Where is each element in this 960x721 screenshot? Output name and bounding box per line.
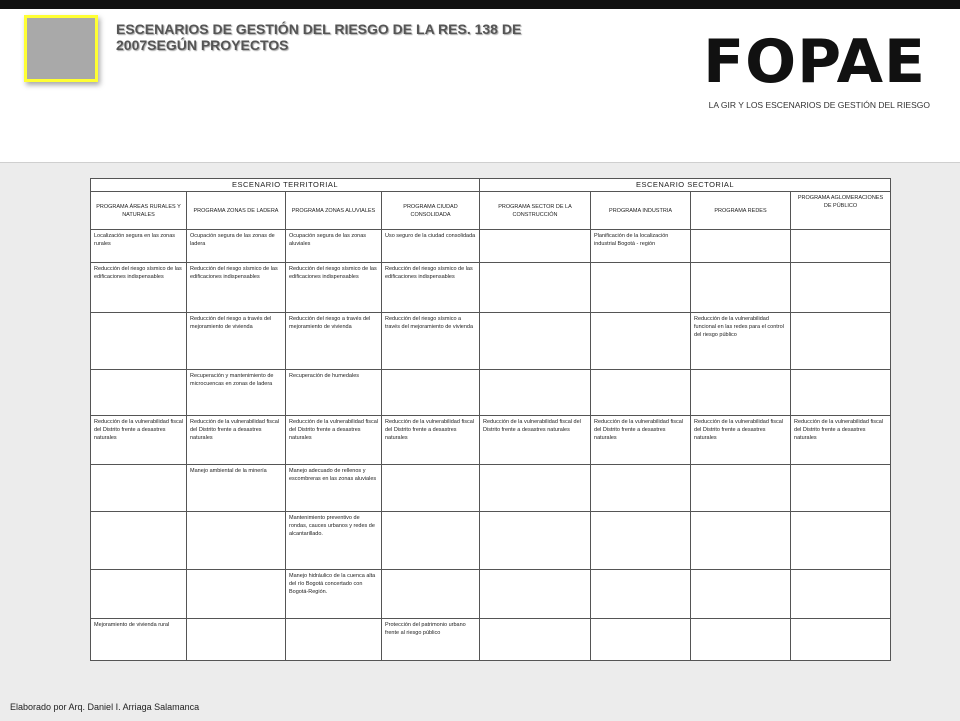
table-cell xyxy=(691,370,791,415)
table-cell xyxy=(791,511,891,570)
table-row xyxy=(91,263,891,312)
table-row xyxy=(91,618,891,660)
table-cell: Reducción de la vulnerabilidad funcional en las redes para el control del riesgo público xyxy=(691,312,791,370)
table-cell xyxy=(791,618,891,660)
table-cell xyxy=(91,370,187,415)
table-cell: Reducción de la vulnerabilidad fiscal del Distrito frente a desastres naturales xyxy=(480,415,591,464)
table-cell: Reducción de la vulnerabilidad fiscal del Distrito frente a desastres naturales xyxy=(91,415,187,464)
table-cell: Protección del patrimonio urbano frente al riesgo público xyxy=(382,618,480,660)
table-cell: Mejoramiento de vivienda rural xyxy=(91,618,187,660)
table-cell xyxy=(382,511,480,570)
table-cell xyxy=(791,230,891,263)
table-cell xyxy=(187,618,286,660)
table-cell xyxy=(382,370,480,415)
group-header-territorial: ESCENARIO TERRITORIAL xyxy=(91,179,480,192)
table-cell xyxy=(480,230,591,263)
table-cell xyxy=(382,570,480,618)
table-cell: Mantenimiento preventivo de rondas, cauces urbanos y redes de alcantarillado. xyxy=(286,511,382,570)
table-cell xyxy=(591,312,691,370)
table-cell: Planificación de la localización industrial Bogotá - región xyxy=(591,230,691,263)
table-cell xyxy=(791,465,891,511)
table-cell: Manejo adecuado de rellenos y escombreras en las zonas aluviales xyxy=(286,465,382,511)
table-cell xyxy=(591,511,691,570)
table-cell: Recuperación y mantenimiento de microcuencas en zonas de ladera xyxy=(187,370,286,415)
table-cell xyxy=(480,370,591,415)
table-cell: Reducción del riesgo a través del mejoramiento de vivienda xyxy=(286,312,382,370)
table-cell: Reducción de la vulnerabilidad fiscal del Distrito frente a desastres naturales xyxy=(286,415,382,464)
table-cell: Reducción de la vulnerabilidad fiscal del Distrito frente a desastres naturales xyxy=(791,415,891,464)
table-row xyxy=(91,370,891,415)
column-header-row xyxy=(91,192,891,230)
table-cell: Reducción del riesgo sísmico de las edificaciones indispensables xyxy=(286,263,382,312)
column-header-8: PROGRAMA AGLOMERACIONES DE PÚBLICO xyxy=(791,192,891,230)
table-cell xyxy=(591,263,691,312)
table-cell xyxy=(591,618,691,660)
table-cell: Ocupación segura de las zonas de ladera xyxy=(187,230,286,263)
table-cell: Reducción de la vulnerabilidad fiscal del Distrito frente a desastres naturales xyxy=(691,415,791,464)
table-cell xyxy=(691,465,791,511)
table-cell xyxy=(480,618,591,660)
table-cell xyxy=(691,230,791,263)
brand-subtitle: LA GIR Y LOS ESCENARIOS DE GESTIÓN DEL RIESGO xyxy=(708,100,930,110)
table-cell: Reducción del riesgo sísmico de las edificaciones indispensables xyxy=(382,263,480,312)
table-cell xyxy=(91,570,187,618)
table-cell xyxy=(187,570,286,618)
table-cell xyxy=(382,465,480,511)
top-bar xyxy=(0,0,960,9)
table-row xyxy=(91,312,891,370)
slide-title: ESCENARIOS DE GESTIÓN DEL RIESGO DE LA RES. 138 DE 2007SEGÚN PROYECTOS xyxy=(116,21,522,53)
table-cell: Uso seguro de la ciudad consolidada xyxy=(382,230,480,263)
table-body xyxy=(91,230,891,661)
table-cell xyxy=(91,465,187,511)
column-header-3: PROGRAMA ZONAS ALUVIALES xyxy=(286,192,382,230)
column-header-1: PROGRAMA ÁREAS RURALES Y NATURALES xyxy=(91,192,187,230)
table-cell: Ocupación segura de las zonas aluviales xyxy=(286,230,382,263)
scenarios-table xyxy=(90,178,891,661)
column-header-2: PROGRAMA ZONAS DE LADERA xyxy=(187,192,286,230)
table-cell: Manejo hidráulico de la cuenca alta del río Bogotá concertado con Bogotá-Región. xyxy=(286,570,382,618)
table-cell xyxy=(791,570,891,618)
table-cell xyxy=(691,618,791,660)
table-cell xyxy=(286,618,382,660)
table-row xyxy=(91,415,891,464)
table-cell xyxy=(480,465,591,511)
table-cell xyxy=(91,511,187,570)
table-cell xyxy=(691,570,791,618)
table-cell: Reducción de la vulnerabilidad fiscal del Distrito frente a desastres naturales xyxy=(187,415,286,464)
table-cell xyxy=(791,263,891,312)
table-row xyxy=(91,570,891,618)
table-cell xyxy=(91,312,187,370)
footer-credit: Elaborado por Arq. Daniel I. Arriaga Salamanca xyxy=(10,702,200,712)
column-header-4: PROGRAMA CIUDAD CONSOLIDADA xyxy=(382,192,480,230)
table-cell xyxy=(187,511,286,570)
table-cell xyxy=(791,370,891,415)
table-cell xyxy=(591,465,691,511)
table-cell: Reducción del riesgo sísmico a través del mejoramiento de vivienda xyxy=(382,312,480,370)
table-cell: Localización segura en las zonas rurales xyxy=(91,230,187,263)
table-cell: Reducción de la vulnerabilidad fiscal del Distrito frente a desastres naturales xyxy=(382,415,480,464)
table-cell xyxy=(791,312,891,370)
table-cell xyxy=(591,570,691,618)
table-cell: Reducción de la vulnerabilidad fiscal del Distrito frente a desastres naturales xyxy=(591,415,691,464)
table-cell: Reducción del riesgo sísmico de las edificaciones indispensables xyxy=(187,263,286,312)
table-cell xyxy=(591,370,691,415)
column-header-5: PROGRAMA SECTOR DE LA CONSTRUCCIÓN xyxy=(480,192,591,230)
column-header-6: PROGRAMA INDUSTRIA xyxy=(591,192,691,230)
brand-logo-text: FOPAE xyxy=(703,27,926,97)
group-header-sectorial: ESCENARIO SECTORIAL xyxy=(480,179,891,192)
table-cell: Reducción del riesgo a través del mejoramiento de vivienda xyxy=(187,312,286,370)
table-cell xyxy=(480,511,591,570)
table-row xyxy=(91,511,891,570)
table-cell xyxy=(691,263,791,312)
table-cell xyxy=(480,570,591,618)
logo-placeholder xyxy=(24,15,98,82)
table-cell: Recuperación de humedales xyxy=(286,370,382,415)
table-cell: Manejo ambiental de la minería xyxy=(187,465,286,511)
table-row xyxy=(91,465,891,511)
column-header-7: PROGRAMA REDES xyxy=(691,192,791,230)
table-cell: Reducción del riesgo sísmico de las edificaciones indispensables xyxy=(91,263,187,312)
table-cell xyxy=(480,312,591,370)
table-cell xyxy=(691,511,791,570)
table-cell xyxy=(480,263,591,312)
table-row xyxy=(91,230,891,263)
